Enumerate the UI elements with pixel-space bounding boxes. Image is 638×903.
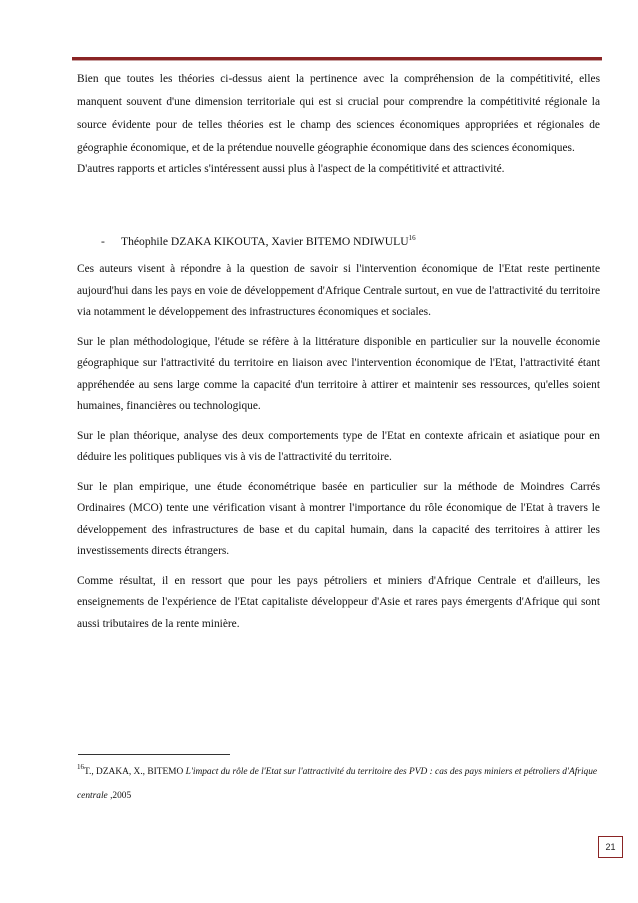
page-body xyxy=(77,68,600,635)
header-rule xyxy=(72,57,602,61)
paragraph-methodologie: Sur le plan méthodologique, l'étude se réfère à la littérature disponible en particulier sur la nouvelle économie géographique sur l'attractivité du territoire en liaison avec l'intervention économique de l'Etat, l'attractivité étant appréhendée au sens large comme la capacité d'un territoire à attirer et maintenir ses ressources, qu'elles soient humaines, financières ou technologique. xyxy=(77,335,600,412)
footnote-ref: 16 xyxy=(408,234,416,242)
paragraph-autres-rapports: D'autres rapports et articles s'intéressent aussi plus à l'aspect de la compétitivité et attractivité. xyxy=(77,163,505,175)
footnote-separator xyxy=(78,754,230,755)
paragraph-objectif: Ces auteurs visent à répondre à la question de savoir si l'intervention économique de l'Etat reste pertinente aujourd'hui dans les pays en voie de développement d'Afrique Centrale surtout, en vue de l'attractivité du territoire via notamment le développement des infrastructures économiques et sociales. xyxy=(77,263,600,318)
author-names: Théophile DZAKA KIKOUTA, Xavier BITEMO NDIWULU xyxy=(121,235,409,248)
paragraph-resultat: Comme résultat, il en ressort que pour les pays pétroliers et miniers d'Afrique Centrale et d'ailleurs, les enseignements de l'expérience de l'Etat capitaliste développeur d'Asie et rares pays émergents d'Afrique qui sont aussi tributaires de la rente minière. xyxy=(77,574,600,630)
footnote-year: ,2005 xyxy=(107,791,132,801)
footnote-number: 16 xyxy=(77,763,84,771)
paragraph-empirique: Sur le plan empirique, une étude économétrique basée en particulier sur la méthode de Moindres Carrés Ordinaires (MCO) tente une vérification visant à montrer l'importance du rôle économique de l'Etat à travers le développement des infrastructures de base et du capital humain, dans la capacité des territoires à attirer les investissements directs étrangers. xyxy=(77,480,600,557)
bullet-marker: - xyxy=(101,235,105,248)
footnote xyxy=(77,760,600,808)
footnote-authors: T., DZAKA, X., BITEMO xyxy=(84,767,186,777)
paragraph-theorique: Sur le plan théorique, analyse des deux comportements type de l'Etat en contexte africain et asiatique pour en déduire les politiques publiques vis à vis de l'attractivité du territoire. xyxy=(77,429,600,463)
paragraph-competitivite: Bien que toutes les théories ci-dessus aient la pertinence avec la compréhension de la compétitivité, elles manquent souvent d'une dimension territoriale qui est si crucial pour comprendre la compétitivité régionale la source évidente pour de telles théories est le champ des sciences économiques appropriées et régionales de géographie économique, et de la prétendue nouvelle géographie économique dans des sciences économiques. xyxy=(77,73,600,154)
author-bullet xyxy=(101,230,600,253)
footnote-title: L'impact du rôle de l'Etat sur l'attractivité du territoire des PVD : cas des pays miniers et pétroliers d'Afrique centrale xyxy=(77,767,598,801)
page-number: 21 xyxy=(598,836,623,858)
